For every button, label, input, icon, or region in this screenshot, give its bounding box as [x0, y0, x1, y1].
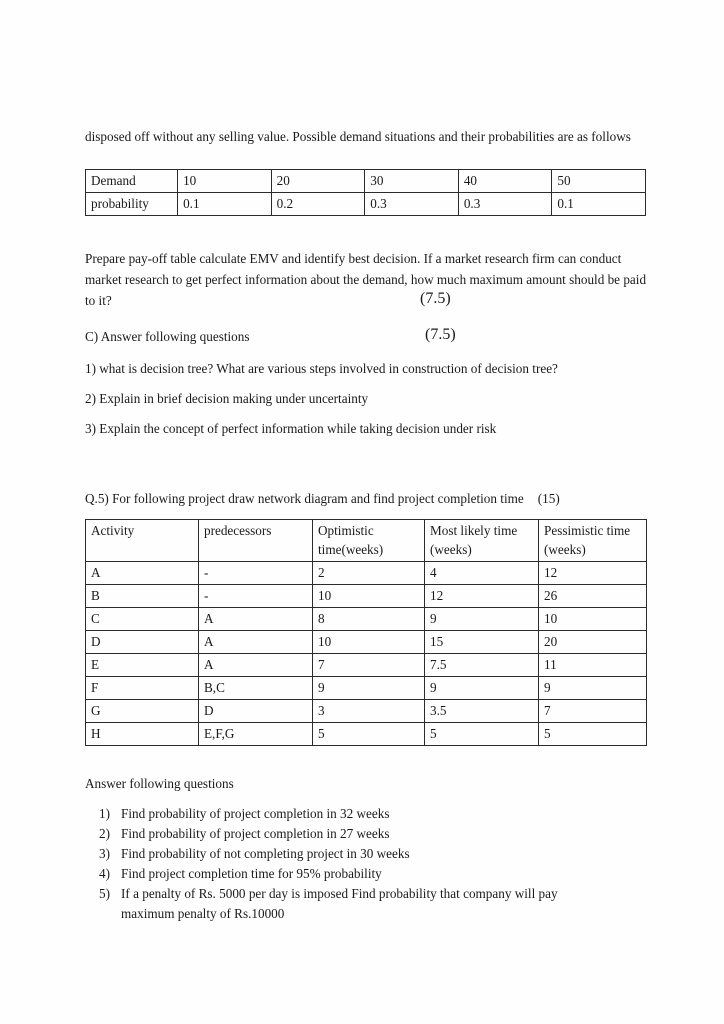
cell-pessimistic: 11 — [539, 654, 647, 677]
cell-predecessors: A — [199, 631, 313, 654]
cell-pessimistic: 7 — [539, 700, 647, 723]
probability-cell: 0.3 — [458, 193, 552, 216]
section-c-marks: (7.5) — [425, 326, 456, 343]
cell-activity: D — [86, 631, 199, 654]
cell-activity: C — [86, 608, 199, 631]
payoff-paragraph-block — [85, 248, 647, 311]
cell-pessimistic: 9 — [539, 677, 647, 700]
table-row — [86, 562, 647, 585]
question-five-marks: (15) — [537, 491, 560, 506]
cell-most-likely: 9 — [425, 608, 539, 631]
question-five-heading-block — [85, 488, 647, 509]
list-item-text: Find project completion time for 95% probability — [121, 866, 382, 881]
document-body — [85, 126, 647, 924]
list-item: 2) Explain in brief decision making under uncertainty — [85, 391, 369, 406]
list-item: 3) Explain the concept of perfect information while taking decision under risk — [85, 421, 497, 436]
list-item-number: 3) — [99, 846, 110, 861]
cell-predecessors: E,F,G — [199, 723, 313, 746]
table-row — [86, 585, 647, 608]
cell-optimistic: 3 — [313, 700, 425, 723]
table-row — [86, 193, 646, 216]
cell-activity: F — [86, 677, 199, 700]
cell-pessimistic: 26 — [539, 585, 647, 608]
demand-cell: 10 — [178, 170, 272, 193]
table-row — [86, 654, 647, 677]
cell-predecessors: A — [199, 654, 313, 677]
cell-optimistic: 5 — [313, 723, 425, 746]
demand-row-label: Demand — [86, 170, 178, 193]
cell-activity: H — [86, 723, 199, 746]
demand-cell: 20 — [271, 170, 365, 193]
cell-optimistic: 7 — [313, 654, 425, 677]
column-header-predecessors: predecessors — [199, 520, 313, 562]
list-item-number: 1) — [99, 806, 110, 821]
probability-row-label: probability — [86, 193, 178, 216]
cell-most-likely: 9 — [425, 677, 539, 700]
table-row — [86, 700, 647, 723]
table-row — [86, 170, 646, 193]
list-item — [85, 884, 647, 924]
list-item-text: Find probability of project completion in 32 weeks — [121, 806, 390, 821]
list-item-number: 2) — [99, 826, 110, 841]
cell-activity: B — [86, 585, 199, 608]
cell-predecessors: A — [199, 608, 313, 631]
list-item — [85, 804, 647, 824]
table-row — [86, 677, 647, 700]
payoff-marks: (7.5) — [420, 290, 451, 307]
list-item-number: 5) — [99, 886, 110, 901]
column-header-optimistic: Optimistic time(weeks) — [313, 520, 425, 562]
demand-cell: 50 — [552, 170, 646, 193]
answer-questions-heading: Answer following questions — [85, 776, 234, 791]
cell-most-likely: 15 — [425, 631, 539, 654]
column-header-most-likely: Most likely time (weeks) — [425, 520, 539, 562]
intro-paragraph: disposed off without any selling value. Possible demand situations and their probabilities are as follows — [85, 129, 631, 144]
cell-optimistic: 10 — [313, 585, 425, 608]
table-header-row — [86, 520, 647, 562]
cell-activity: E — [86, 654, 199, 677]
demand-probability-table — [85, 169, 646, 216]
section-c-heading: C) Answer following questions — [85, 329, 250, 344]
probability-cell: 0.3 — [365, 193, 459, 216]
probability-cell: 0.1 — [178, 193, 272, 216]
sub-question-list — [85, 804, 647, 924]
list-item — [85, 864, 647, 884]
cell-optimistic: 2 — [313, 562, 425, 585]
cell-activity: G — [86, 700, 199, 723]
column-header-pessimistic: Pessimistic time (weeks) — [539, 520, 647, 562]
cell-most-likely: 12 — [425, 585, 539, 608]
probability-cell: 0.2 — [271, 193, 365, 216]
cell-optimistic: 10 — [313, 631, 425, 654]
payoff-paragraph: Prepare pay-off table calculate EMV and identify best decision. If a market research firm can conduct market research to get perfect information about the demand, how much maximum amount should be paid to it? — [85, 251, 647, 308]
table-row — [86, 631, 647, 654]
question-five-heading: Q.5) For following project draw network diagram and find project completion time — [85, 491, 524, 506]
demand-cell: 30 — [365, 170, 459, 193]
list-item-text: Find probability of project completion in 27 weeks — [121, 826, 390, 841]
section-c-heading-block — [85, 326, 647, 347]
cell-most-likely: 5 — [425, 723, 539, 746]
cell-activity: A — [86, 562, 199, 585]
table-row — [86, 608, 647, 631]
list-item-number: 4) — [99, 866, 110, 881]
list-item — [85, 824, 647, 844]
cell-most-likely: 3.5 — [425, 700, 539, 723]
cell-predecessors: B,C — [199, 677, 313, 700]
probability-cell: 0.1 — [552, 193, 646, 216]
cell-optimistic: 9 — [313, 677, 425, 700]
cell-most-likely: 7.5 — [425, 654, 539, 677]
demand-cell: 40 — [458, 170, 552, 193]
cell-pessimistic: 20 — [539, 631, 647, 654]
cell-pessimistic: 10 — [539, 608, 647, 631]
column-header-activity: Activity — [86, 520, 199, 562]
cell-predecessors: - — [199, 562, 313, 585]
list-item-text: Find probability of not completing project in 30 weeks — [121, 846, 410, 861]
activity-table — [85, 519, 647, 746]
cell-predecessors: - — [199, 585, 313, 608]
cell-pessimistic: 5 — [539, 723, 647, 746]
cell-pessimistic: 12 — [539, 562, 647, 585]
section-c-question-list — [85, 358, 647, 439]
cell-optimistic: 8 — [313, 608, 425, 631]
list-item — [85, 844, 647, 864]
table-row — [86, 723, 647, 746]
list-item-text: If a penalty of Rs. 5000 per day is imposed Find probability that company will pay maximum penalty of Rs.10000 — [121, 886, 558, 921]
list-item: 1) what is decision tree? What are various steps involved in construction of decision tree? — [85, 361, 558, 376]
cell-most-likely: 4 — [425, 562, 539, 585]
cell-predecessors: D — [199, 700, 313, 723]
